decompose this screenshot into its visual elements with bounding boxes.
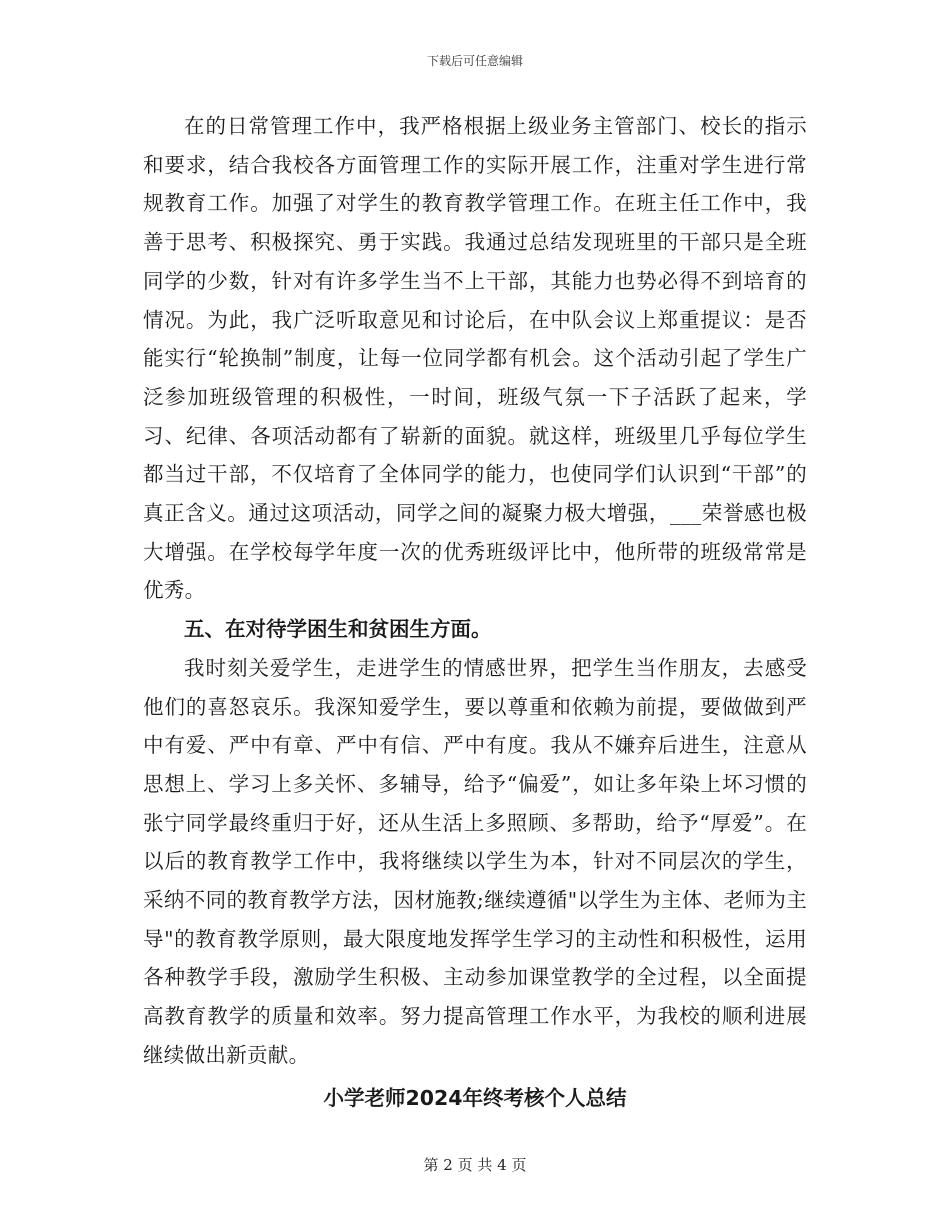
next-document-title: 小学老师2024年终考核个人总结: [323, 1085, 627, 1110]
document-body: [143, 107, 807, 1117]
paragraph-class-management: 在的日常管理工作中，我严格根据上级业务主管部门、校长的指示和要求，结合我校各方面管理工作的实际开展工作，注重对学生进行常规教育工作。加强了对学生的教育教学管理工作。在班主任工作中，我善于思考、积极探究、勇于实践。我通过总结发现班里的干部只是全班同学的少数，针对有许多学生当不上干部，其能力也势必得不到培育的情况。为此，我广泛听取意见和讨论后，在中队会议上郑重提议：是否能实行“轮换制”制度，让每一位同学都有机会。这个活动引起了学生广泛参加班级管理的积极性，一时间，班级气氛一下子活跃了起来，学习、纪律、各项活动都有了崭新的面貌。就这样，班级里几乎每位学生都当过干部，不仅培育了全体同学的能力，也使同学们认识到“干部”的真正含义。通过这项活动，同学之间的凝聚力极大增强，___荣誉感也极大增强。在学校每学年度一次的优秀班级评比中，他所带的班级常常是优秀。: [143, 114, 807, 603]
page-header: 下载后可任意编辑: [426, 54, 523, 68]
section-heading-5: 五、在对待学困生和贫困生方面。: [184, 617, 492, 642]
paragraph-care-for-students: 我时刻关爱学生，走进学生的情感世界，把学生当作朋友，去感受他们的喜怒哀乐。我深知爱学生，要以尊重和依赖为前提，要做做到严中有爱、严中有章、严中有信、严中有度。我从不嫌弃后进生，注意从思想上、学习上多关怀、多辅导，给予“偏爱”，如让多年染上坏习惯的张宁同学最终重归于好，还从生活上多照顾、多帮助，给予“厚爱”。在以后的教育教学工作中，我将继续以学生为本，针对不同层次的学生，采纳不同的教育教学方法，因材施教;继续遵循"以学生为主体、老师为主导"的教育教学原则，最大限度地发挥学生学习的主动性和积极性，运用各种教学手段，激励学生积极、主动参加课堂教学的全过程，以全面提高教育教学的质量和效率。努力提高管理工作水平，为我校的顺利进展继续做出新贡献。: [143, 655, 807, 1067]
page-number-footer: 第 2 页 共 4 页: [423, 1156, 527, 1174]
